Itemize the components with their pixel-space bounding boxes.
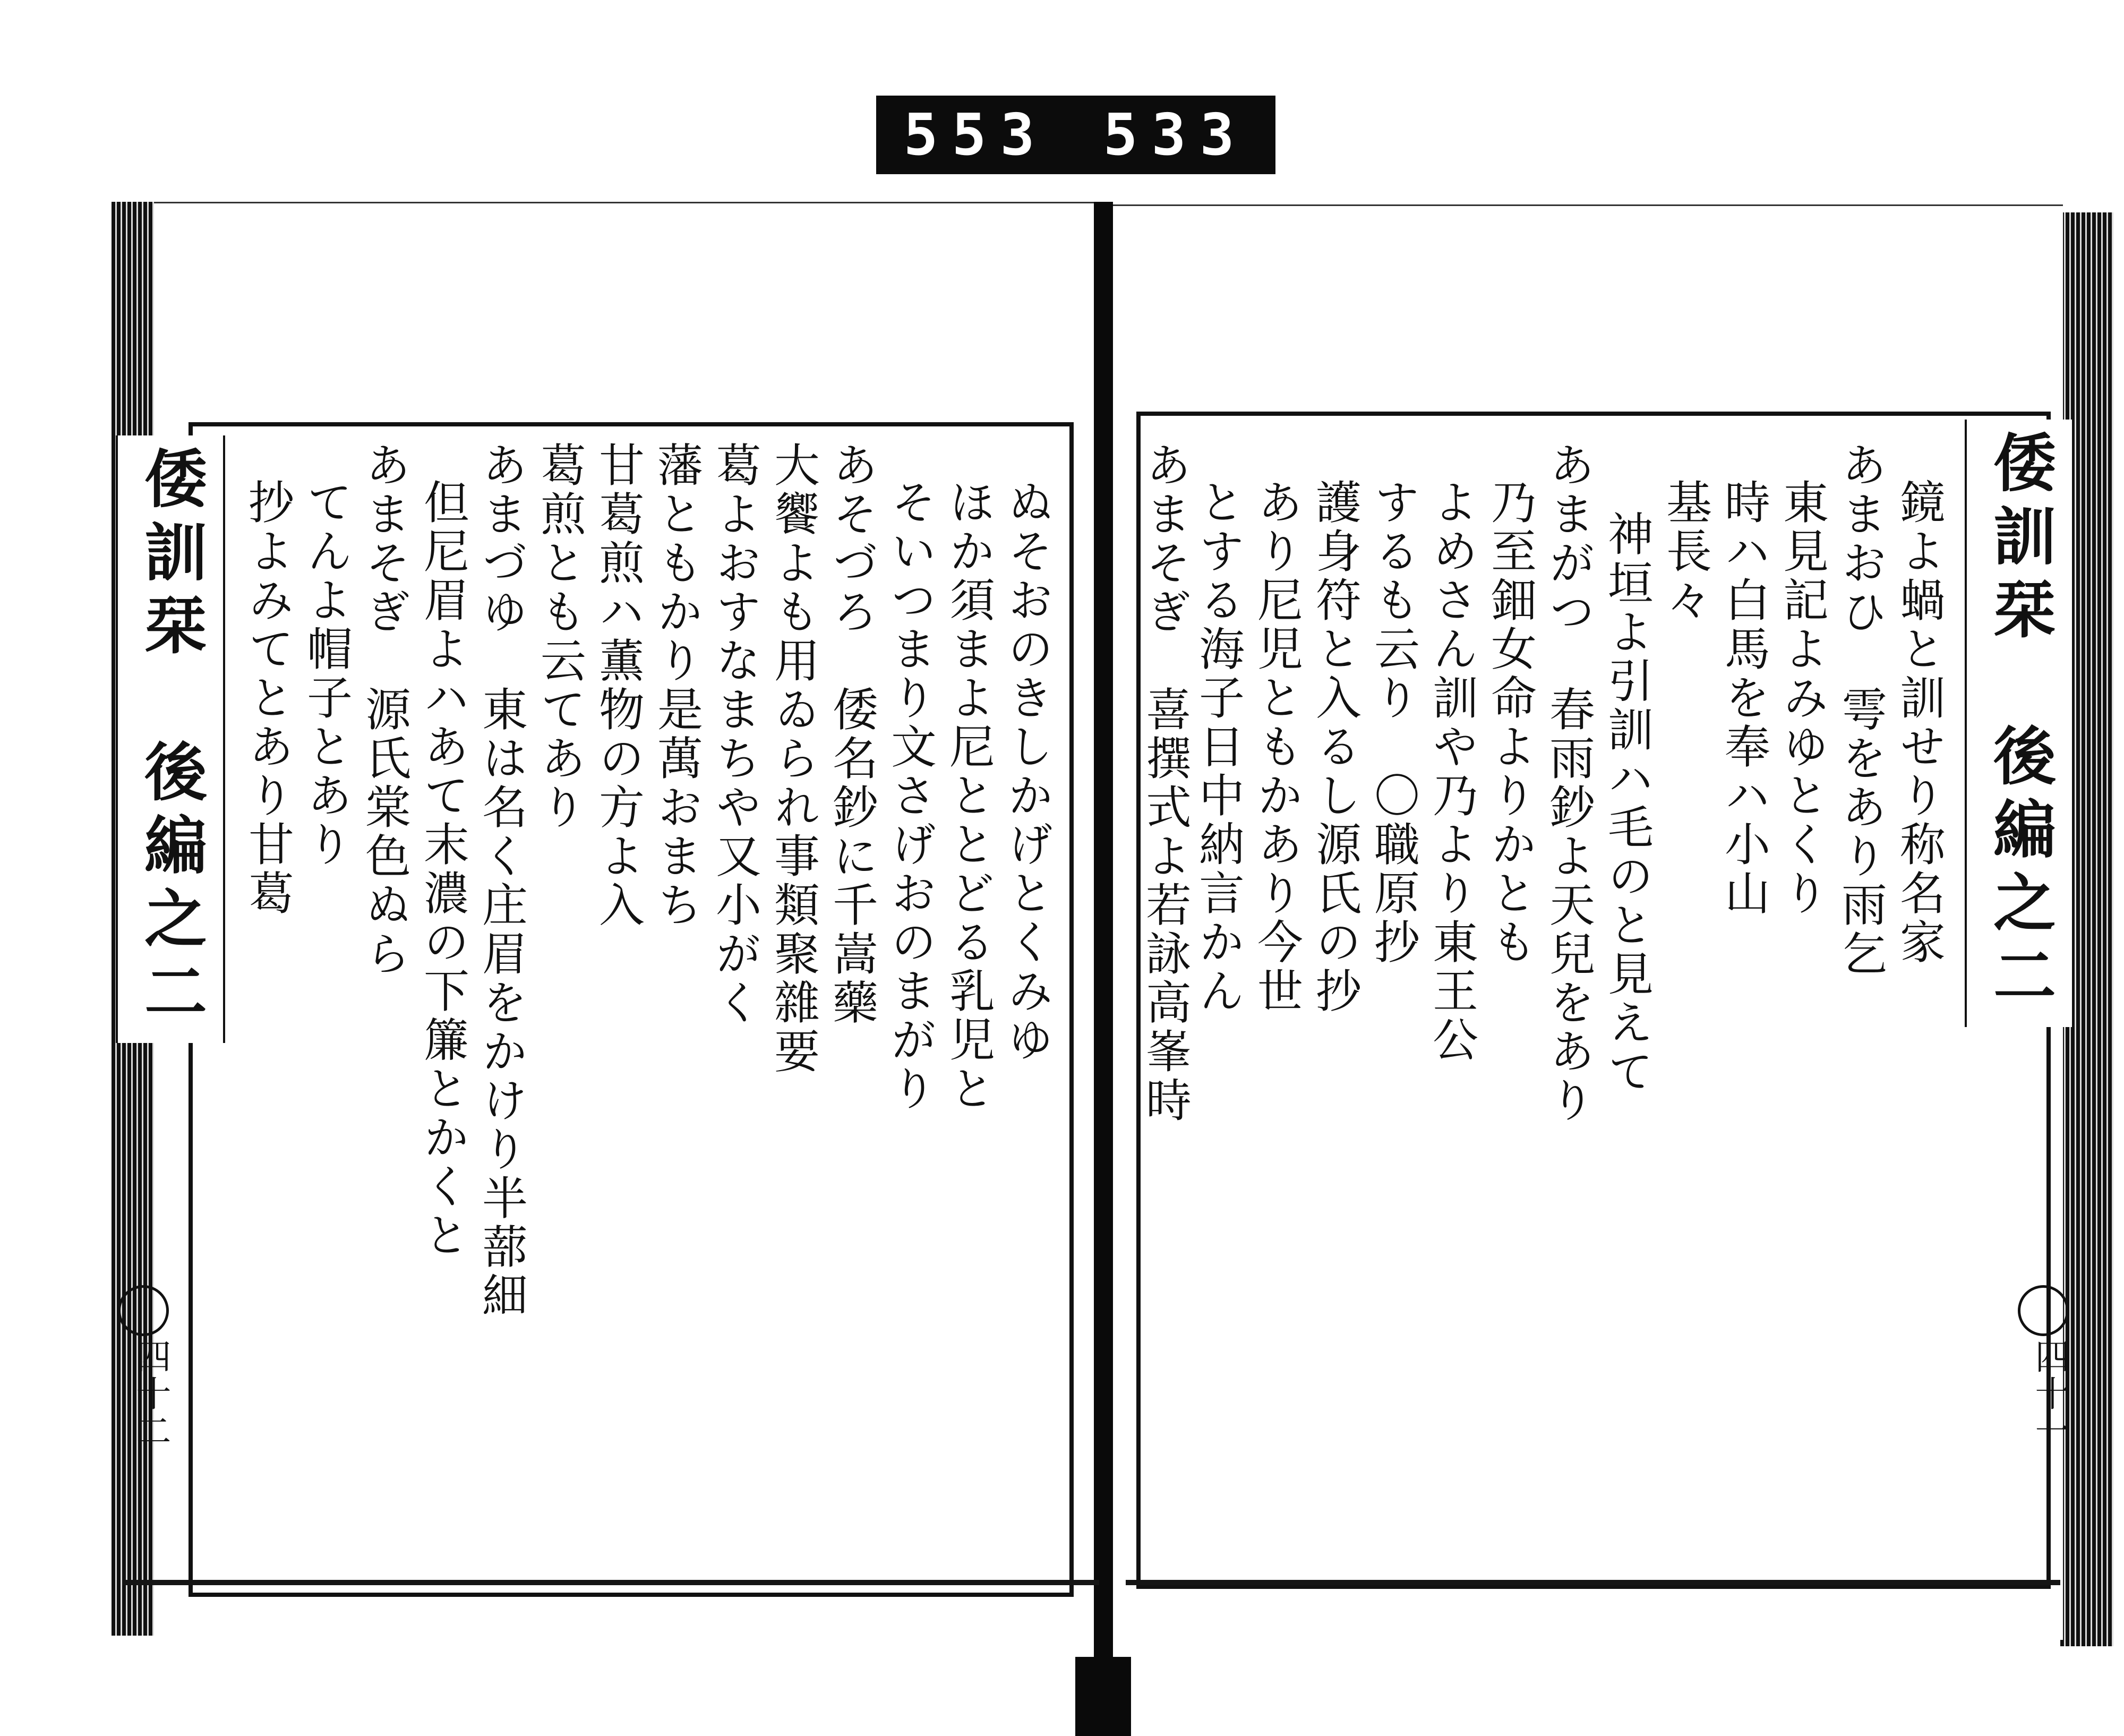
left-column-6: 葛よおすなまちや又小がく [708,441,761,1028]
right-column-5: 基長々 [1658,478,1711,625]
right-spine-title: 倭訓栞 後編之二 [1965,420,2074,1027]
right-column-14: あまそぎ 喜撰式よ若詠高峯時 [1138,441,1191,1125]
left-column-11: 但尼眉よハあて末濃の下簾とかくと [416,478,469,1260]
gutter-tab [1075,1657,1131,1736]
left-column-3: そいつまり文さげおのまがり [883,478,936,1114]
right-column-13: とする海子日中納言かん [1191,478,1244,1016]
right-column-3: 東見記よみゆとくり [1775,478,1828,918]
left-bottom-rule [122,1580,1099,1585]
frame-number-label [876,96,1275,174]
right-column-8: 乃至鈿女命よりかとも [1483,478,1536,967]
frame-number-left: 553 [903,101,1049,168]
left-column-1: ぬそおのきしかげとくみゆ [1000,478,1053,1065]
right-column-11: 護身符と入るし源氏の抄 [1308,478,1361,1016]
left-column-12: あまそぎ 源氏棠色ぬら [357,441,410,979]
left-column-14: 抄よみてとあり甘葛 [241,478,294,918]
frame-number-right: 533 [1103,101,1248,168]
left-column-4: あそづろ 倭名鈔に千嵩藥 [825,441,878,1028]
right-folio-ring [2018,1285,2069,1336]
right-column-10: するも云り 〇職原抄 [1366,478,1419,967]
left-column-7: 藩ともかり是萬おまち [649,441,703,930]
right-folio: 四十一 [2029,1338,2070,1450]
left-text-frame [189,422,1074,1597]
left-column-8: 甘葛煎ハ薫物の方よ入 [591,441,644,930]
right-column-9: よめさん訓や乃より東王公 [1425,478,1478,1065]
right-text-frame [1136,412,2051,1589]
right-bottom-rule [1126,1580,2060,1585]
left-column-10: あまづゆ 東は名く庄眉をかけり半蔀細 [474,441,527,1321]
right-column-6: 神垣よ引訓ハ毛のと見えて [1600,510,1653,1097]
left-column-13: てんよ帽子とあり [299,478,352,869]
left-folio-ring [118,1285,169,1336]
book-gutter [1094,202,1113,1736]
right-column-1: 鏡よ蝸と訓せり称名家 [1892,478,1945,967]
right-column-7: あまがつ 春雨鈔よ天兒をあり [1541,441,1595,1125]
right-column-4: 時ハ白馬を奉ハ小山 [1717,478,1770,918]
left-column-2: ほか須まよ尼ととどる乳児と [941,478,995,1114]
left-column-9: 葛煎とも云てあり [533,441,586,832]
left-column-5: 大饗よも用ゐられ事類聚雜要 [766,441,819,1076]
left-folio: 四十二 [130,1338,171,1450]
right-column-2: あまおひ 雩をあり雨乞 [1834,441,1887,979]
right-column-12: あり尼児ともかあり今世 [1249,478,1303,1016]
left-spine-title: 倭訓栞 後編之二 [116,435,225,1043]
